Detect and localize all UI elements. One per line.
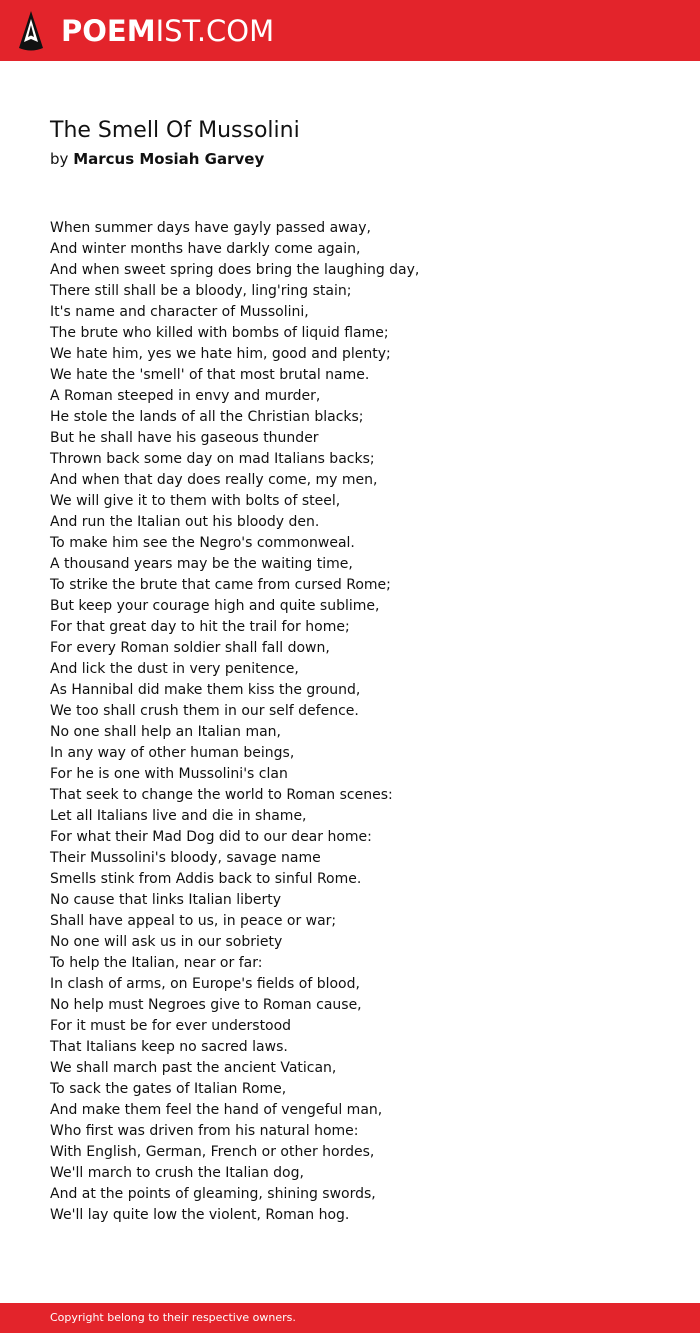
poem-line: No one will ask us in our sobriety: [50, 934, 283, 950]
poem-line: To help the Italian, near or far:: [50, 955, 263, 971]
site-logo[interactable]: [18, 10, 274, 52]
logo-wordmark-light: IST.COM: [155, 14, 275, 48]
logo-wordmark: [61, 10, 274, 52]
poem-title: The Smell Of Mussolini: [50, 118, 300, 143]
poem-line: But he shall have his gaseous thunder: [50, 430, 319, 446]
poem-line: We'll march to crush the Italian dog,: [50, 1165, 304, 1181]
poem-line: In clash of arms, on Europe's fields of blood,: [50, 976, 360, 992]
poem-line: For every Roman soldier shall fall down,: [50, 640, 330, 656]
copyright-text: Copyright belong to their respective owners.: [50, 1311, 296, 1324]
author-link[interactable]: Marcus Mosiah Garvey: [73, 150, 265, 168]
poem-line: And lick the dust in very penitence,: [50, 661, 299, 677]
pen-nib-icon: [18, 10, 44, 52]
poem-line: To sack the gates of Italian Rome,: [50, 1081, 287, 1097]
poem-line: We shall march past the ancient Vatican,: [50, 1060, 337, 1076]
poem-line: To strike the brute that came from cursed Rome;: [50, 577, 391, 593]
poem-line: We hate him, yes we hate him, good and plenty;: [50, 346, 391, 362]
poem-line: Who first was driven from his natural home:: [50, 1123, 359, 1139]
poem-body: [50, 218, 670, 1226]
poem-line: Thrown back some day on mad Italians backs;: [50, 451, 375, 467]
poem-byline: [50, 148, 264, 170]
poem-line: When summer days have gayly passed away,: [50, 220, 371, 236]
logo-wordmark-bold: POEM: [61, 14, 156, 48]
poem-line: But keep your courage high and quite sublime,: [50, 598, 380, 614]
poem-line: For he is one with Mussolini's clan: [50, 766, 288, 782]
poem-line: No help must Negroes give to Roman cause,: [50, 997, 362, 1013]
poem-line: That seek to change the world to Roman scenes:: [50, 787, 393, 803]
site-footer: [0, 1303, 700, 1333]
poem-line: Shall have appeal to us, in peace or war;: [50, 913, 337, 929]
by-label: by: [50, 150, 69, 168]
poem-line: And make them feel the hand of vengeful man,: [50, 1102, 383, 1118]
poem-line: Their Mussolini's bloody, savage name: [50, 850, 321, 866]
poem-line: To make him see the Negro's commonweal.: [50, 535, 355, 551]
poem-line: For what their Mad Dog did to our dear home:: [50, 829, 372, 845]
poem-line: Let all Italians live and die in shame,: [50, 808, 307, 824]
poem-line: We'll lay quite low the violent, Roman hog.: [50, 1207, 350, 1223]
poem-line: For that great day to hit the trail for home;: [50, 619, 350, 635]
poem-line: In any way of other human beings,: [50, 745, 295, 761]
poem-line: There still shall be a bloody, ling'ring stain;: [50, 283, 352, 299]
poem-line: For it must be for ever understood: [50, 1018, 292, 1034]
poem-line: As Hannibal did make them kiss the ground,: [50, 682, 361, 698]
poem-line: With English, German, French or other hordes,: [50, 1144, 375, 1160]
poem-line: That Italians keep no sacred laws.: [50, 1039, 288, 1055]
poem-line: A Roman steeped in envy and murder,: [50, 388, 321, 404]
poem-line: No cause that links Italian liberty: [50, 892, 282, 908]
poem-line: And at the points of gleaming, shining swords,: [50, 1186, 376, 1202]
poem-line: The brute who killed with bombs of liquid flame;: [50, 325, 389, 341]
poem-line: No one shall help an Italian man,: [50, 724, 281, 740]
poem-line: And when sweet spring does bring the laughing day,: [50, 262, 420, 278]
poem-line: Smells stink from Addis back to sinful Rome.: [50, 871, 362, 887]
poem-line: And when that day does really come, my men,: [50, 472, 378, 488]
poem-line: He stole the lands of all the Christian blacks;: [50, 409, 364, 425]
poem-line: And winter months have darkly come again,: [50, 241, 361, 257]
poem-line: We too shall crush them in our self defence.: [50, 703, 359, 719]
poem-line: We hate the 'smell' of that most brutal name.: [50, 367, 370, 383]
poem-line: We will give it to them with bolts of steel,: [50, 493, 341, 509]
poem-line: And run the Italian out his bloody den.: [50, 514, 320, 530]
site-header: [0, 0, 700, 61]
poem-line: A thousand years may be the waiting time,: [50, 556, 353, 572]
poem-line: It's name and character of Mussolini,: [50, 304, 309, 320]
